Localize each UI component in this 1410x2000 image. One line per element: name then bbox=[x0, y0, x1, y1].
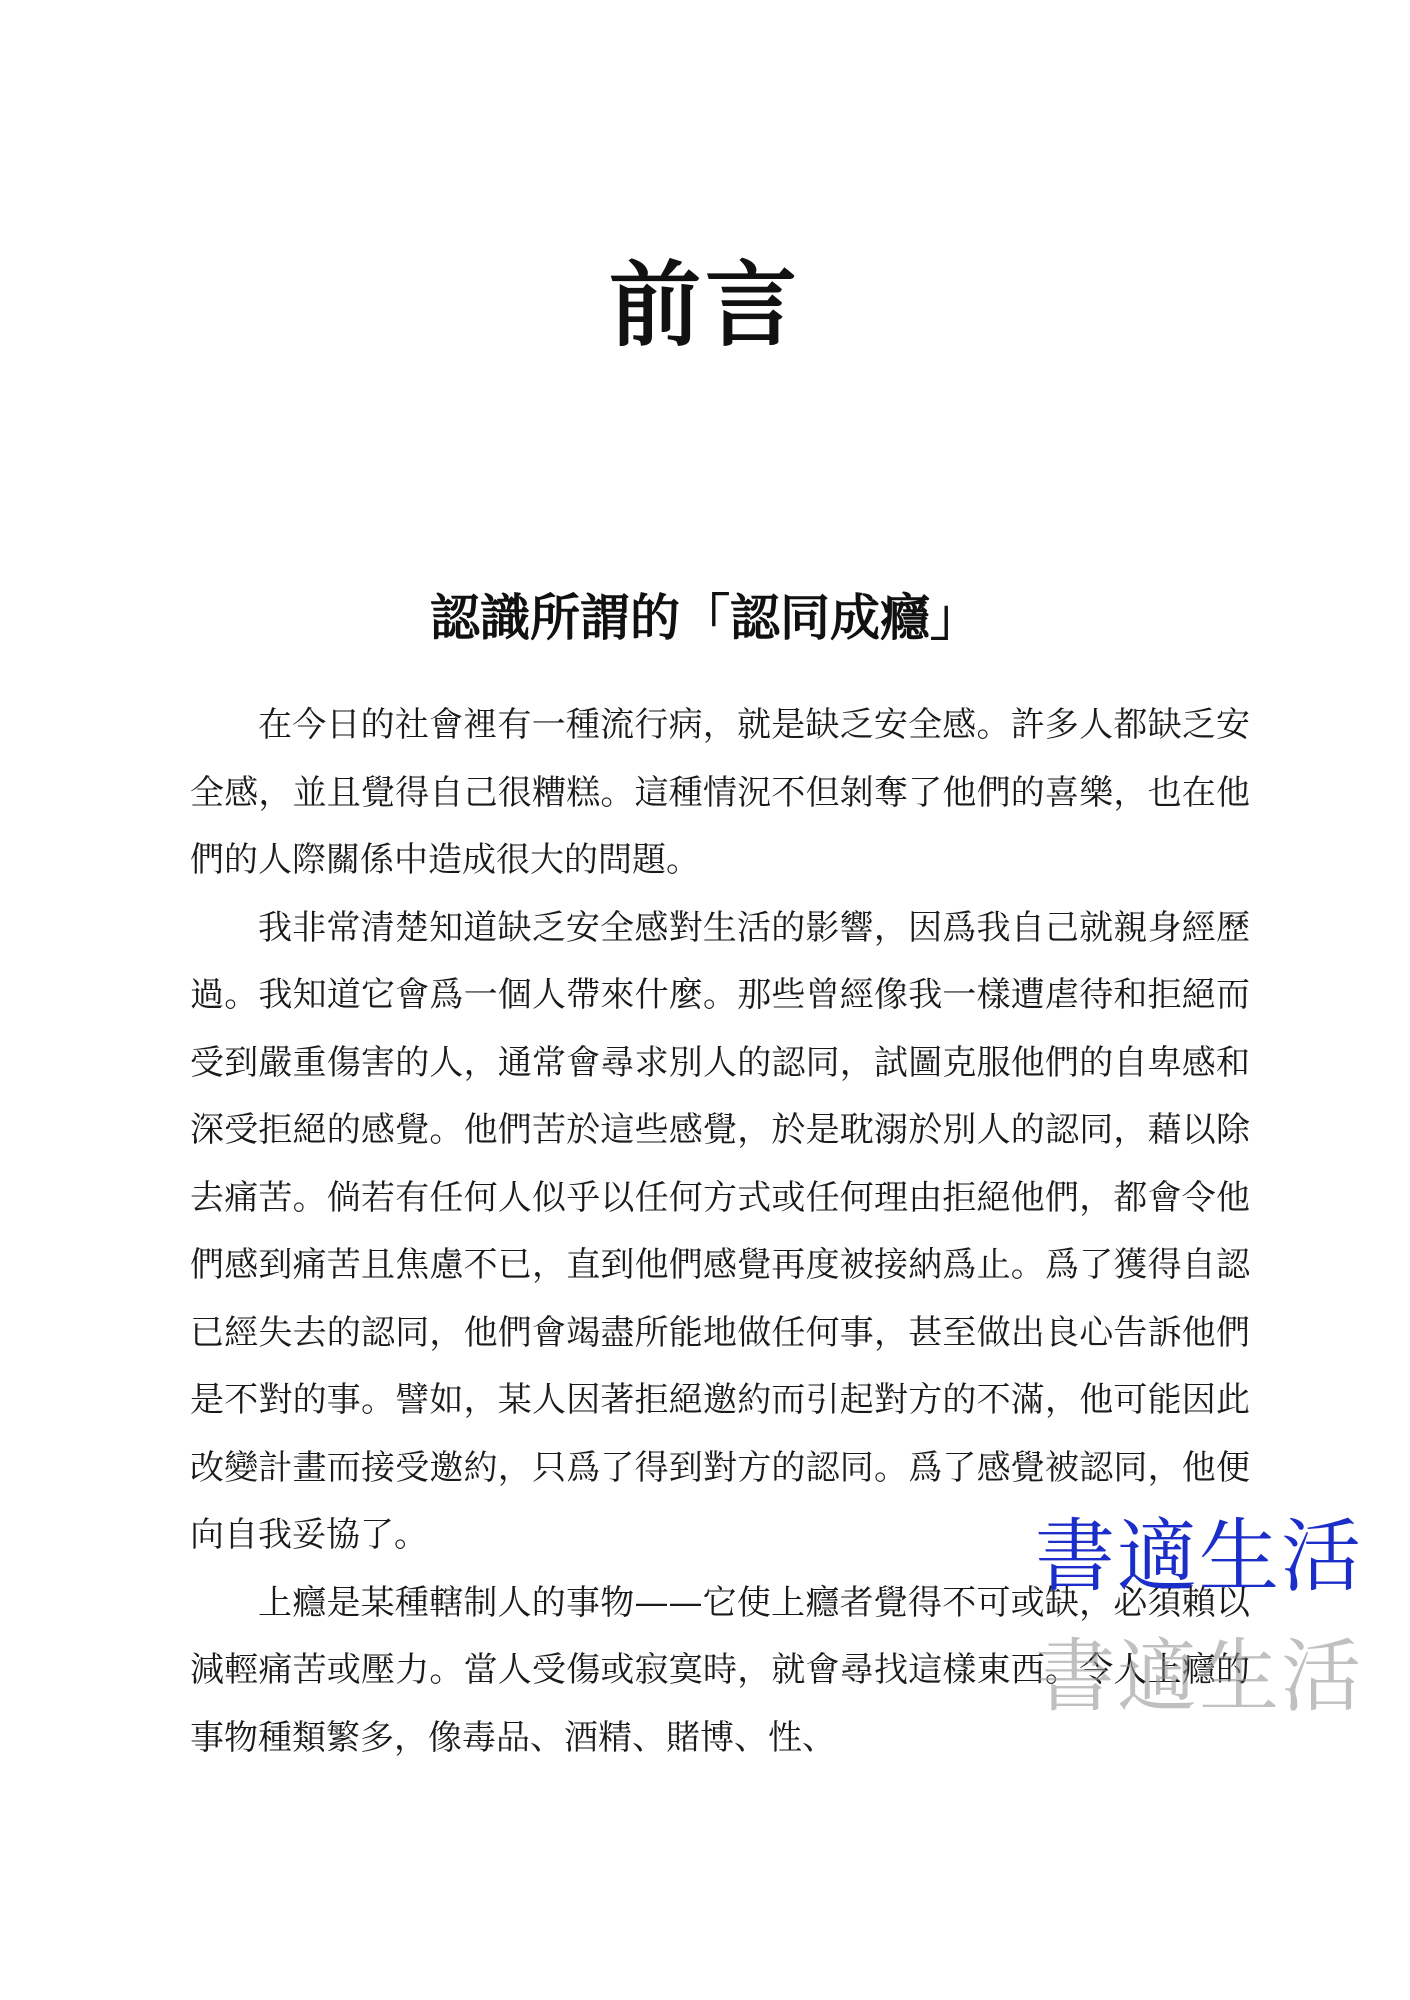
chapter-title: 前言 bbox=[608, 251, 801, 359]
watermark-secondary: 書適生活 bbox=[1035, 1630, 1363, 1723]
watermark-primary: 書適生活 bbox=[1035, 1510, 1363, 1603]
paragraph: 在今日的社會裡有一種流行病，就是缺乏安全感。許多人都缺乏安全感，並且覺得自己很糟糕。這種情況不但剝奪了他們的喜樂，也在他們的人際關係中造成很大的問題。 bbox=[190, 705, 1250, 880]
section-title: 認識所謂的「認同成癮」 bbox=[430, 589, 980, 647]
paragraph: 我非常清楚知道缺乏安全感對生活的影響，因爲我自己就親身經歷過。我知道它會爲一個人帶來什麼。那些曾經像我一樣遭虐待和拒絕而受到嚴重傷害的人，通常會尋求別人的認同，試圖克服他們的自卑感和深受拒絕的感覺。他們苦於這些感覺，於是耽溺於別人的認同，藉以除去痛苦。倘若有任何人似乎以任何方式或任何理由拒絕他們，都會令他們感到痛苦且焦慮不已，直到他們感覺再度被接納爲止。爲了獲得自認已經失去的認同，他們會竭盡所能地做任何事，甚至做出良心告訴他們是不對的事。譬如，某人因著拒絕邀約而引起對方的不滿，他可能因此改變計畫而接受邀約，只爲了得到對方的認同。爲了感覺被認同，他便向自我妥協了。 bbox=[190, 907, 1250, 1555]
paragraph: 上癮是某種轄制人的事物——它使上癮者覺得不可或缺，必須賴以減輕痛苦或壓力。當人受傷或寂寞時，就會尋找這樣東西。令人上癮的事物種類繁多，像毒品、酒精、賭博、性、 bbox=[190, 1582, 1250, 1758]
body-text bbox=[190, 692, 1250, 1772]
